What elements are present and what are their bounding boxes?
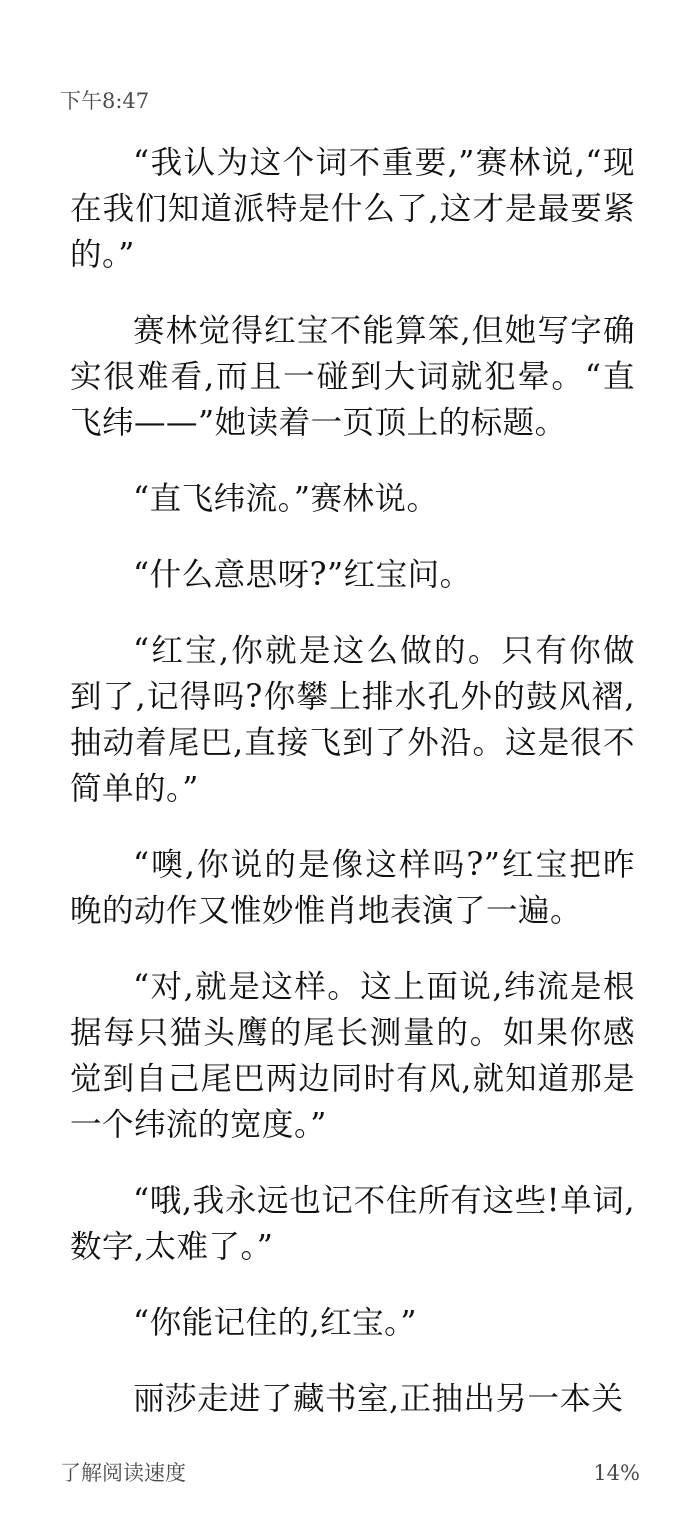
paragraph: “哦,我永远也记不住所有这些!单词,数字,太难了。” <box>70 1183 635 1265</box>
paragraph: “我认为这个词不重要,”赛林说,“现在我们知道派特是什么了,这才是最要紧的。” <box>70 145 635 273</box>
paragraph: “直飞纬流。”赛林说。 <box>133 481 439 517</box>
paragraph: “对,就是这样。这上面说,纬流是根据每只猫头鹰的尾长测量的。如果你感觉到自己尾巴两边同时有风,就知道那是一个纬流的宽度。” <box>70 969 635 1143</box>
paragraph: “什么意思呀?”红宝问。 <box>133 557 472 593</box>
paragraph: “你能记住的,红宝。” <box>133 1305 417 1341</box>
paragraph: “噢,你说的是像这样吗?”红宝把昨晚的动作又惟妙惟肖地表演了一遍。 <box>70 847 635 929</box>
paragraph: “红宝,你就是这么做的。只有你做到了,记得吗?你攀上排水孔外的鼓风褶,抽动着尾巴,直接飞到了外沿。这是很不简单的。” <box>70 633 635 807</box>
reading-progress: 14% <box>593 1461 640 1485</box>
status-time: 下午8:47 <box>60 89 150 113</box>
paragraph: 赛林觉得红宝不能算笨,但她写字确实很难看,而且一碰到大词就犯晕。“直飞纬——”她读着一页顶上的标题。 <box>70 313 635 441</box>
reader-page-text[interactable] <box>70 140 635 1422</box>
paragraph: 丽莎走进了藏书室,正抽出另一本关 <box>133 1381 624 1417</box>
reading-speed-link[interactable]: 了解阅读速度 <box>60 1461 186 1485</box>
